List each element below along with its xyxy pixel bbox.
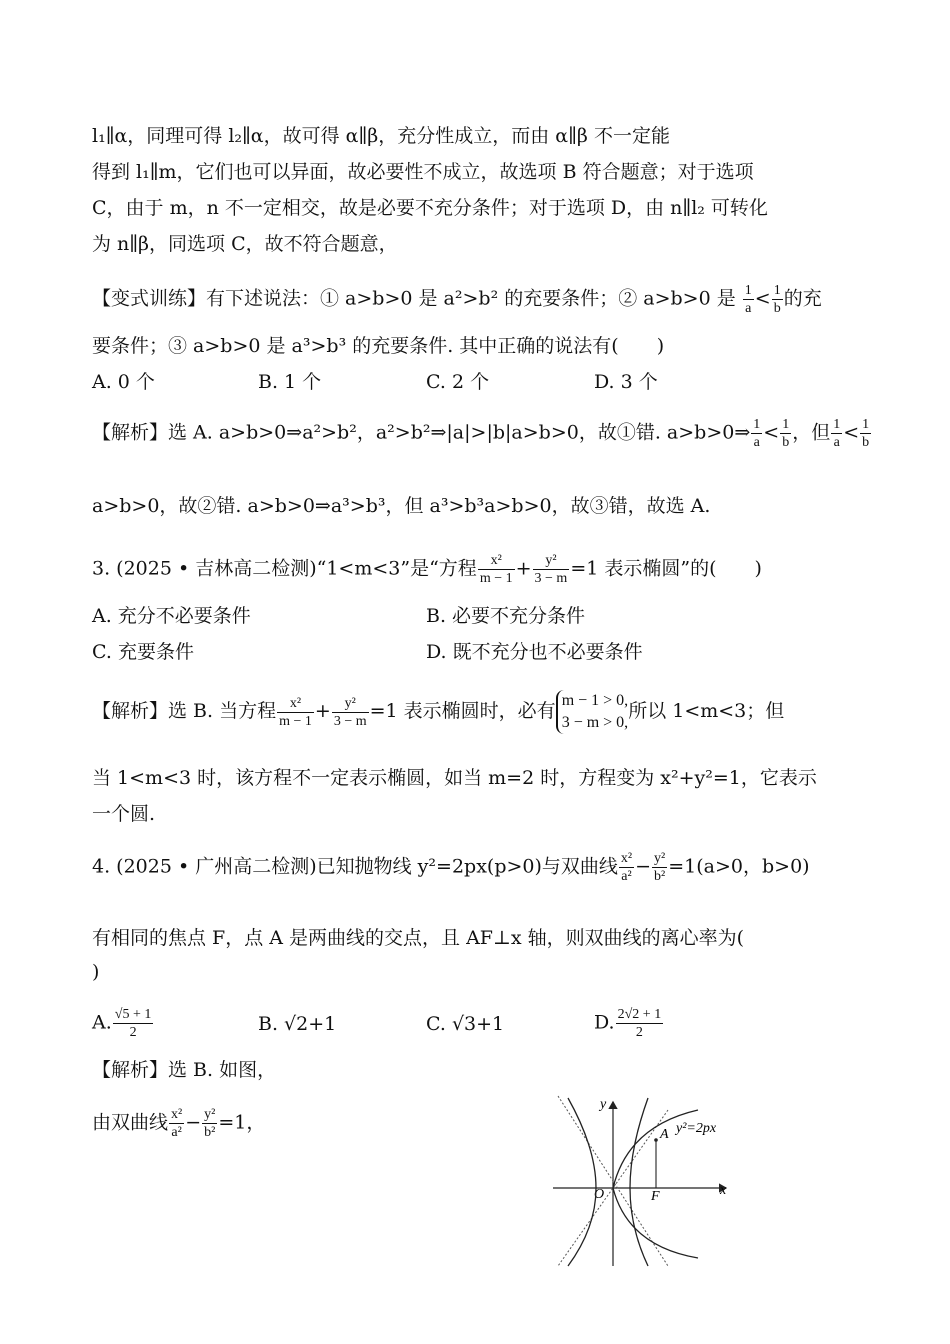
question-4-text-b: =1(a>0，b>0) [668,855,810,878]
variant-text-a: 有下述说法：① a>b>0 是 a²>b² 的充要条件；② a>b>0 是 [206,287,736,310]
fraction-1-over-b: $\frac{1}{b}$ [862,417,870,450]
question-3-option-d: D. 既不充分也不必要条件 [426,641,643,663]
variant-text-b: 的充 [783,287,822,310]
fraction-1-over-a: $\frac{1}{a}$ [744,283,752,316]
solution-4-line-1 [92,1056,276,1084]
solution-4-tag: 【解析】 [92,1059,169,1081]
question-4-text-a: 4. (2025 • 广州高二检测)已知抛物线 y²=2px(p>0)与双曲线 [92,855,618,878]
question-3-text-a: 3. (2025 • 吉林高二检测)“1<m<3”是“方程 [92,557,477,580]
solution-3-tag: 【解析】 [92,700,169,722]
question-3-stem: 3. (2025 • 吉林高二检测)“1<m<3”是“方程 $\frac{\text{x²}}{m - 1}$ + $\frac{\text{y²}}{3 - m}$ =1 表示椭圆”的( ) [92,553,762,586]
question-3-option-a: A. 充分不必要条件 [92,605,251,627]
solution-4-text: 选 B. 如图， [168,1059,277,1081]
y-axis-label: y [600,1097,607,1112]
variant-line-1: 【变式训练】有下述说法：① a>b>0 是 a²>b² 的充要条件；② a>b>0 是 $\frac{1}{a}$ < $\frac{1}{b}$ 的充 [92,283,822,316]
fraction-y2-over-3-m: $\frac{\text{y²}}{3 - m}$ [333,695,367,729]
variant-option-c: C. 2 个 [426,371,490,393]
origin-label: O [594,1187,605,1202]
variant-option-a: A. 0 个 [92,371,155,393]
question-4-line-3: ) [92,961,100,983]
solution-3-text-b: =1 表示椭圆时，必有 [369,700,556,722]
solution-4-text-a: 由双曲线 [92,1111,169,1134]
solution-3-line-3: 一个圆. [92,803,156,825]
question-3-option-b: B. 必要不充分条件 [426,605,586,627]
question-4-option-c: C. √3+1 [426,1013,505,1035]
solution-1-tag: 【解析】 [92,421,169,444]
question-4-option-d: D. $\frac{2√2 + 1}{2}$ [594,1007,662,1040]
solution-4-line-2: 由双曲线 $\frac{\text{x²}}{\text{a²}}$ − $\frac{\text{y²}}{\text{b²}}$ =1， [92,1107,266,1140]
variant-tag: 【变式训练】 [92,287,207,310]
condition-system [556,690,629,734]
fraction-x2-over-m-1: $\frac{\text{x²}}{m - 1}$ [479,553,513,586]
fraction-x2-over-a2: $\frac{\text{x²}}{\text{a²}}$ [620,851,633,884]
variant-option-d: D. 3 个 [594,371,658,393]
fraction-1-over-a: $\frac{1}{a}$ [833,417,841,450]
solution-3-line-2: 当 1<m<3 时，该方程不一定表示椭圆，如当 m=2 时，方程变为 x²+y²=1，它表示 [92,767,817,789]
fraction-1-over-a: $\frac{1}{a}$ [753,417,761,450]
question-4-stem: 4. (2025 • 广州高二检测)已知抛物线 y²=2px(p>0)与双曲线 $\frac{\text{x²}}{\text{a²}}$ − $\frac{\text{y²}}{\text{b²}}$ =1(a>0，b>0) [92,851,810,884]
question-3-text-b: =1 表示椭圆”的( ) [570,557,762,580]
solution-4-text-b: =1， [218,1111,266,1134]
condition-1: m − 1 > 0, [561,692,629,709]
hyperbola-parabola-figure [548,1088,748,1268]
fraction-x2-over-m-1: $\frac{\text{x²}}{m - 1}$ [279,695,312,729]
variant-line-2: 要条件；③ a>b>0 是 a³>b³ 的充要条件. 其中正确的说法有( ) [92,335,665,357]
fraction-y2-over-3-m: $\frac{\text{y²}}{3 - m}$ [534,553,568,586]
fraction-2sqrt2-plus-1-over-2: $\frac{2√2 + 1}{2}$ [617,1007,662,1040]
solution-3-line-1: 【解析】选 B. 当方程 $\frac{\text{x²}}{m - 1}$ + $\frac{\text{y²}}{3 - m}$ =1 表示椭圆时，必有 m − 1 > 0, 3 − m > 0, 所以 1<m<3；但 [92,690,784,734]
point-a [654,1138,658,1142]
hyperbola-right-branch [630,1098,648,1266]
solution-1-line-1: 【解析】选 A. a>b>0⇒a²>b²，a²>b²⇒|a|>|b|a>b>0，故①错. a>b>0⇒ $\frac{1}{a}$ < $\frac{1}{b}$ ，但 $\frac{1}{a}$ < $\frac{1}{b}$ [92,417,870,450]
para-line-2: 得到 l₁∥m，它们也可以异面，故必要性不成立，故选项 B 符合题意；对于选项 [92,161,754,183]
fraction-y2-over-b2: $\frac{\text{y²}}{\text{b²}}$ [654,851,666,884]
fraction-x2-over-a2: $\frac{\text{x²}}{\text{a²}}$ [171,1107,183,1140]
fraction-1-over-b: $\frac{1}{b}$ [773,283,781,316]
solution-1-text-b: ，但 [792,421,831,444]
para-line-3: C，由于 m，n 不一定相交，故是必要不充分条件；对于选项 D，由 n∥l₂ 可转化 [92,197,768,219]
fraction-1-over-b: $\frac{1}{b}$ [782,417,790,450]
solution-1-text-a: 选 A. a>b>0⇒a²>b²，a²>b²⇒|a|>|b|a>b>0，故①错. a>b>0⇒ [168,421,751,444]
para-line-4: 为 n∥β，同选项 C，故不符合题意， [92,233,398,255]
fraction-y2-over-b2: $\frac{\text{y²}}{\text{b²}}$ [204,1107,216,1140]
focus-label: F [651,1189,660,1204]
solution-3-text-c: 所以 1<m<3；但 [628,700,785,722]
question-4-option-b: B. √2+1 [258,1013,337,1035]
point-a-label: A [660,1127,669,1142]
fraction-sqrt5-plus-1-over-2: $\frac{√5 + 1}{2}$ [114,1007,152,1040]
condition-2: 3 − m > 0, [561,714,629,731]
x-axis-label: x [720,1183,727,1198]
hyperbola-left-branch [568,1098,596,1266]
question-3-option-c: C. 充要条件 [92,641,194,663]
solution-1-line-2: a>b>0，故②错. a>b>0⇒a³>b³，但 a³>b³a>b>0，故③错，故选 A. [92,495,711,517]
question-4-option-a: A. $\frac{√5 + 1}{2}$ [92,1007,152,1040]
question-4-line-2: 有相同的焦点 F，点 A 是两曲线的交点，且 AF⊥x 轴，则双曲线的离心率为( [92,927,745,949]
solution-3-text-a: 选 B. 当方程 [168,700,277,722]
parabola-label: y²=2px [676,1121,717,1136]
variant-option-b: B. 1 个 [258,371,322,393]
para-line-1: l₁∥α，同理可得 l₂∥α，故可得 α∥β，充分性成立，而由 α∥β 不一定能 [92,125,670,147]
